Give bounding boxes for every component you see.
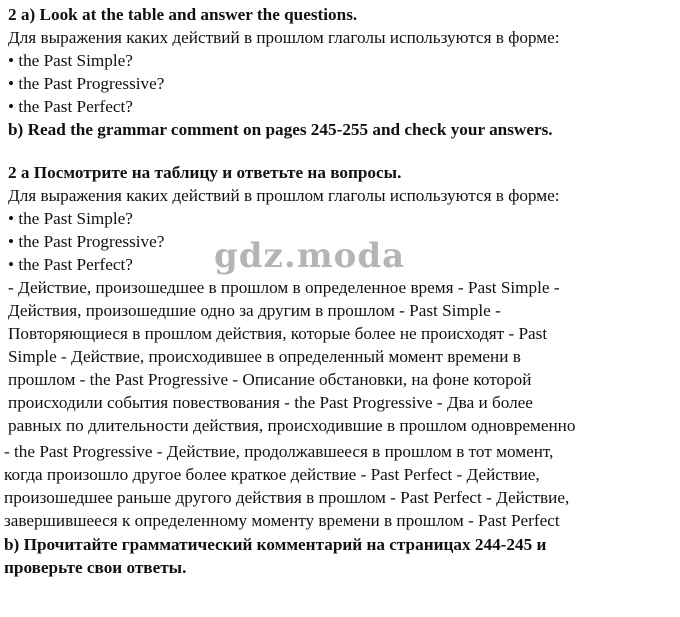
- russian-question: Для выражения каких действий в прошлом глаголы используются в форме:: [8, 186, 560, 205]
- answer-line: - the Past Progressive - Действие, продолжавшееся в прошлом в тот момент,: [4, 442, 554, 461]
- english-bullet-past-simple: • the Past Simple?: [8, 51, 133, 70]
- english-title: 2 a) Look at the table and answer the questions.: [8, 5, 358, 24]
- answer-line: Повторяющиеся в прошлом действия, которые более не происходят - Past: [8, 324, 548, 343]
- english-bullet-past-progressive: • the Past Progressive?: [8, 74, 165, 93]
- english-question: Для выражения каких действий в прошлом глаголы используются в форме:: [8, 28, 560, 47]
- answer-line: когда произошло другое более краткое действие - Past Perfect - Действие,: [4, 465, 540, 484]
- answer-line: прошлом - the Past Progressive - Описание обстановки, на фоне которой: [8, 370, 532, 389]
- english-part-b: b) Read the grammar comment on pages 245-255 and check your answers.: [8, 120, 553, 139]
- russian-bullet-past-perfect: • the Past Perfect?: [8, 255, 133, 274]
- russian-title: 2 а Посмотрите на таблицу и ответьте на вопросы.: [8, 163, 402, 182]
- russian-bullet-past-simple: • the Past Simple?: [8, 209, 133, 228]
- russian-part-b-line: b) Прочитайте грамматический комментарий на страницах 244-245 и: [4, 535, 547, 554]
- russian-part-b-line: проверьте свои ответы.: [4, 558, 187, 577]
- answer-line: произошедшее раньше другого действия в прошлом - Past Perfect - Действие,: [4, 488, 570, 507]
- answer-line: Действия, произошедшие одно за другим в прошлом - Past Simple -: [8, 301, 501, 320]
- russian-bullet-past-progressive: • the Past Progressive?: [8, 232, 165, 251]
- watermark: gdz.moda: [214, 236, 406, 276]
- answer-line: равных по длительности действия, происходившие в прошлом одновременно: [8, 416, 576, 435]
- answer-line: - Действие, произошедшее в прошлом в определенное время - Past Simple -: [8, 278, 560, 297]
- answer-line: Simple - Действие, происходившее в определенный момент времени в: [8, 347, 521, 366]
- english-bullet-past-perfect: • the Past Perfect?: [8, 97, 133, 116]
- answer-line: происходили события повествования - the Past Progressive - Два и более: [8, 393, 533, 412]
- answer-line: завершившееся к определенному моменту времени в прошлом - Past Perfect: [4, 511, 560, 530]
